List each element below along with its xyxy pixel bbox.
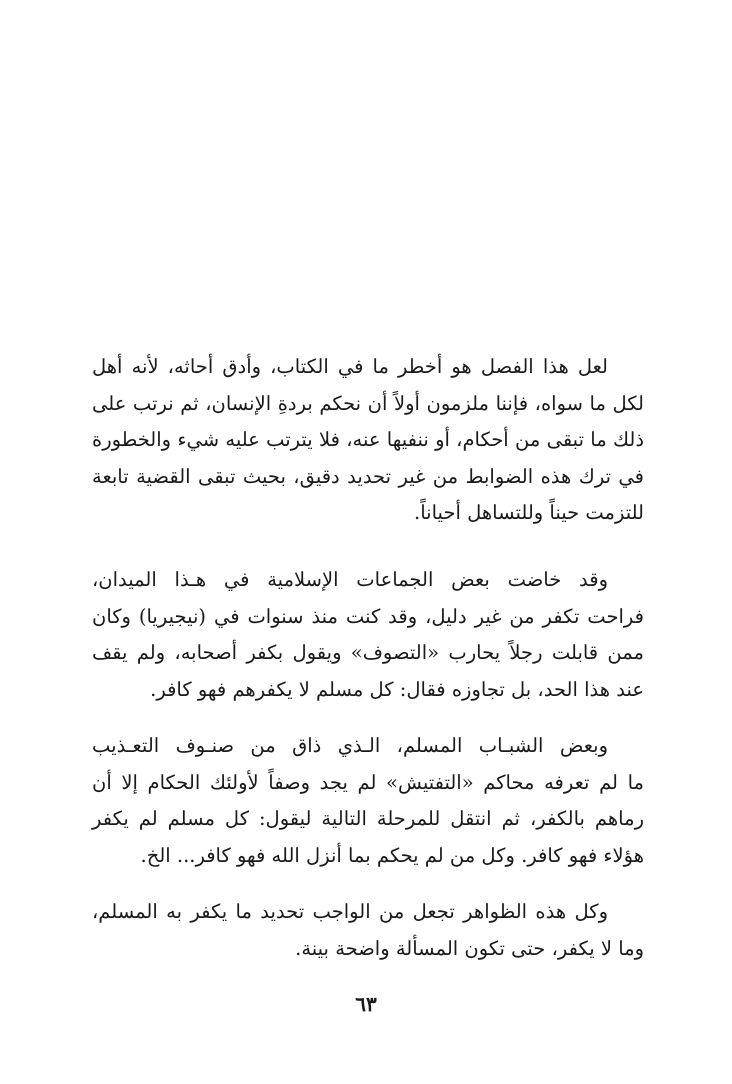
paragraph-line: هؤلاء فهو كافر. وكل من لم يحكم بما أنزل الله فهو كافر... الخ. [140, 843, 644, 867]
paragraph-line: ذلك ما تبقى من أحكام، أو ننفيها عنه، فلا يترتب عليه شيء والخطورة [92, 428, 644, 451]
paragraph-line: وقد خاضت بعض الجماعات الإسلامية في هـذا الميدان، [92, 568, 608, 591]
paragraph-line: ما لم تعرفه محاكم «التفتيش» لم يجد وصفاً لأولئك الحكام إلا أن [92, 770, 644, 794]
paragraph-line: فراحت تكفر من غير دليل، وقد كنت منذ سنوات في (نيجيريا) وكان [92, 604, 644, 628]
page-number: ٦٣ [355, 992, 377, 1016]
paragraph-line: لكل ما سواه، فإننا ملزمون أولاً أن نحكم بردةِ الإنسان، ثم نرتب على [92, 391, 644, 415]
paragraph-line: لعل هذا الفصل هو أخطر ما في الكتاب، وأدق أحاثه، لأنه أهل [92, 355, 608, 378]
paragraph-2 [92, 562, 644, 708]
paragraph-line: رماهم بالكفر، ثم انتقل للمرحلة التالية ليقول: كل مسلم لم يكفر [92, 807, 644, 830]
paragraph-line: وما لا يكفر، حتى تكون المسألة واضحة بينة. [295, 936, 644, 960]
paragraph-line: عند هذا الحد، بل تجاوزه فقال: كل مسلم لا يكفرهم فهو كافر. [150, 677, 644, 701]
paragraph-line: في ترك هذه الضوابط من غير تحديد دقيق، بحيث تبقى القضية تابعة [92, 464, 644, 488]
paragraph-line: للتزمت حيناً وللتساهل أحياناً. [414, 501, 644, 524]
paragraph-3 [92, 728, 644, 874]
paragraph-line: وكل هذه الظواهر تجعل من الواجب تحديد ما يكفر به المسلم، [92, 900, 608, 923]
paragraph-line: وبعض الشبـاب المسلم، الـذي ذاق من صنـوف التعـذيب [92, 734, 608, 757]
paragraph-1 [92, 349, 644, 532]
paragraph-4 [92, 894, 644, 967]
paragraph-line: ممن قابلت رجلاً يحارب «التصوف» ويقول بكفر أصحابه، ولم يقف [92, 641, 644, 664]
